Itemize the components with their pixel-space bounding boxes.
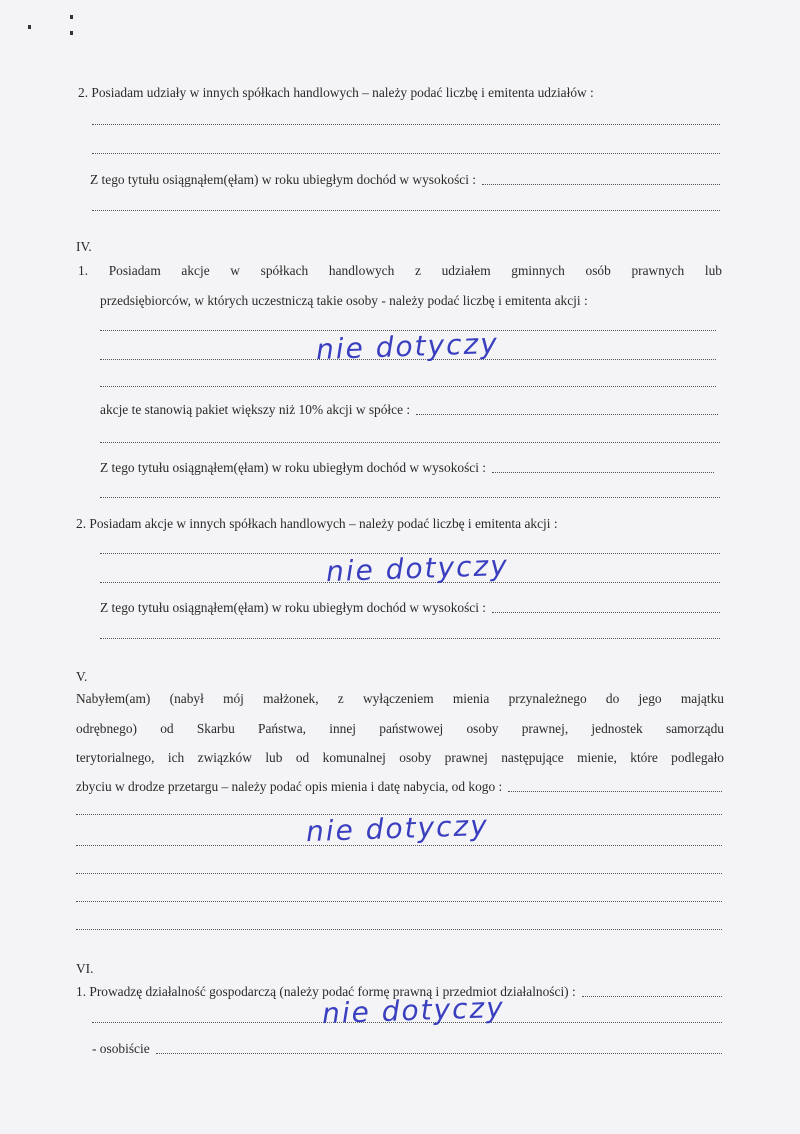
s6-heading: VI.: [76, 961, 94, 976]
scan-mark: [70, 31, 73, 35]
s5-line1: Nabyłem(am) (nabył mój małżonek, z wyłączeniem mienia przynależnego do jego majątku: [76, 691, 724, 706]
s4-income1: [100, 459, 714, 477]
handwritten-note: nie dotyczy: [315, 326, 500, 367]
s3-q2-text: 2. Posiadam udziały w innych spółkach handlowych – należy podać liczbę i emitenta udziałów :: [78, 85, 594, 100]
dotted-line: [100, 386, 716, 387]
s5-line2: odrębnego) od Skarbu Państwa, innej państwowej osoby prawnej, jednostek samorządu: [76, 721, 724, 736]
s5-line4: [76, 778, 722, 796]
s4-package: [100, 401, 718, 419]
s5-line3: terytorialnego, ich związków lub od komunalnej osoby prawnej następujące mienie, które podlegało: [76, 750, 724, 765]
dotted-line: [76, 845, 722, 846]
s4-q1-line1: 1. Posiadam akcje w spółkach handlowych z udziałem gminnych osób prawnych lub: [78, 263, 722, 278]
dotted-line: [156, 1053, 722, 1054]
s4-income2-text: Z tego tytułu osiągnąłem(ęłam) w roku ubiegłym dochód w wysokości :: [100, 600, 487, 615]
s4-q1-line2: przedsiębiorców, w których uczestniczą takie osoby - należy podać liczbę i emitenta akcji :: [100, 293, 588, 308]
s4-income1-text: Z tego tytułu osiągnąłem(ęłam) w roku ubiegłym dochód w wysokości :: [100, 460, 487, 475]
dotted-line: [492, 472, 714, 473]
dotted-line: [100, 497, 720, 498]
dotted-line: [92, 124, 720, 125]
handwritten-note: nie dotyczy: [305, 808, 490, 849]
dotted-line: [76, 929, 722, 930]
scan-mark: [28, 25, 31, 29]
s5-line4-text: zbyciu w drodze przetargu – należy podać opis mienia i datę nabycia, od kogo :: [76, 779, 503, 794]
s5-heading: V.: [76, 669, 88, 684]
dotted-line: [76, 873, 722, 874]
dotted-line: [100, 638, 720, 639]
dotted-line: [76, 901, 722, 902]
handwritten-note: nie dotyczy: [325, 548, 510, 589]
dotted-line: [100, 442, 720, 443]
s3-q2: [78, 84, 722, 102]
dotted-line: [92, 210, 720, 211]
s6-personal: [92, 1040, 722, 1058]
s6-personal-text: - osobiście: [92, 1041, 150, 1056]
s4-q2: 2. Posiadam akcje w innych spółkach handlowych – należy podać liczbę i emitenta akcji :: [76, 516, 558, 531]
scan-mark: [70, 15, 73, 19]
s4-income2: [100, 599, 720, 617]
s4-package-text: akcje te stanowią pakiet większy niż 10% akcji w spółce :: [100, 402, 411, 417]
dotted-line: [482, 184, 720, 185]
dotted-line: [416, 414, 718, 415]
dotted-line: [582, 996, 722, 997]
handwritten-note: nie dotyczy: [321, 990, 506, 1031]
s6-q1-text: 1. Prowadzę działalność gospodarczą (należy podać formę prawną i przedmiot działalności) :: [76, 984, 576, 999]
s3-income: [90, 171, 720, 189]
dotted-line: [492, 612, 720, 613]
s3-income-text: Z tego tytułu osiągnąłem(ęłam) w roku ubiegłym dochód w wysokości :: [90, 172, 477, 187]
s4-heading: IV.: [76, 239, 92, 254]
dotted-line: [508, 791, 722, 792]
dotted-line: [92, 153, 720, 154]
